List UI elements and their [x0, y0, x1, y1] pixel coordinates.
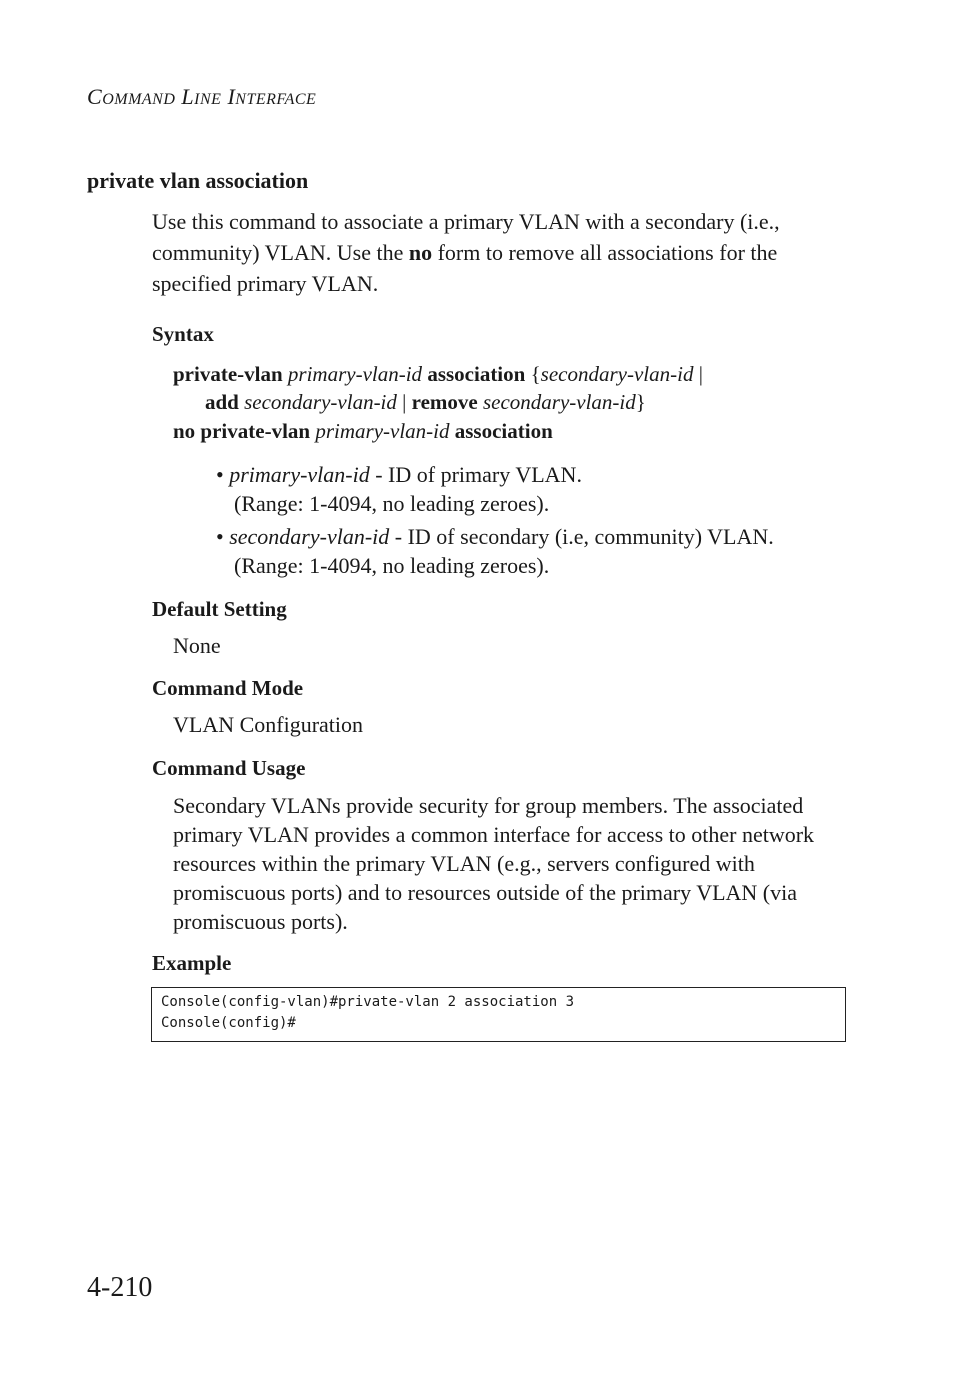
- default-setting-heading: Default Setting: [152, 597, 287, 621]
- list-item-range: (Range: 1-4094, no leading zeroes).: [234, 491, 550, 516]
- command-description: Use this command to associate a primary VLAN with a secondary (i.e., community) VLAN. Use the no form to remove all associations for the specified primary VLAN.: [152, 209, 780, 296]
- command-title: private vlan association: [87, 168, 309, 193]
- page-number: 4-210: [87, 1272, 153, 1303]
- code-line: Console(config)#: [161, 1015, 296, 1031]
- syntax-line-2: add secondary-vlan-id | remove secondary-vlan-id}: [205, 390, 646, 414]
- syntax-line-3: no private-vlan primary-vlan-id association: [173, 419, 553, 443]
- code-line: Console(config-vlan)#private-vlan 2 association 3: [161, 994, 575, 1010]
- syntax-heading: Syntax: [152, 322, 214, 346]
- command-usage-text: Secondary VLANs provide security for group members. The associated primary VLAN provides a common interface for access to other network resources within the primary VLAN (e.g., servers configured with promiscuous ports) and to resources outside of the primary VLAN (via promiscuous ports).: [173, 793, 815, 934]
- running-header: COMMAND LINE INTERFACE: [87, 84, 317, 109]
- default-setting-value: None: [173, 633, 221, 658]
- list-item: • secondary-vlan-id - ID of secondary (i.e, community) VLAN.: [216, 524, 774, 549]
- command-mode-heading: Command Mode: [152, 676, 304, 700]
- list-item: • primary-vlan-id - ID of primary VLAN.: [216, 462, 582, 487]
- syntax-line-1: private-vlan primary-vlan-id association {secondary-vlan-id |: [173, 362, 703, 386]
- example-code-block: [151, 987, 846, 1042]
- command-mode-value: VLAN Configuration: [173, 712, 364, 737]
- list-item-range: (Range: 1-4094, no leading zeroes).: [234, 553, 550, 578]
- example-heading: Example: [152, 951, 232, 975]
- command-usage-heading: Command Usage: [152, 756, 306, 780]
